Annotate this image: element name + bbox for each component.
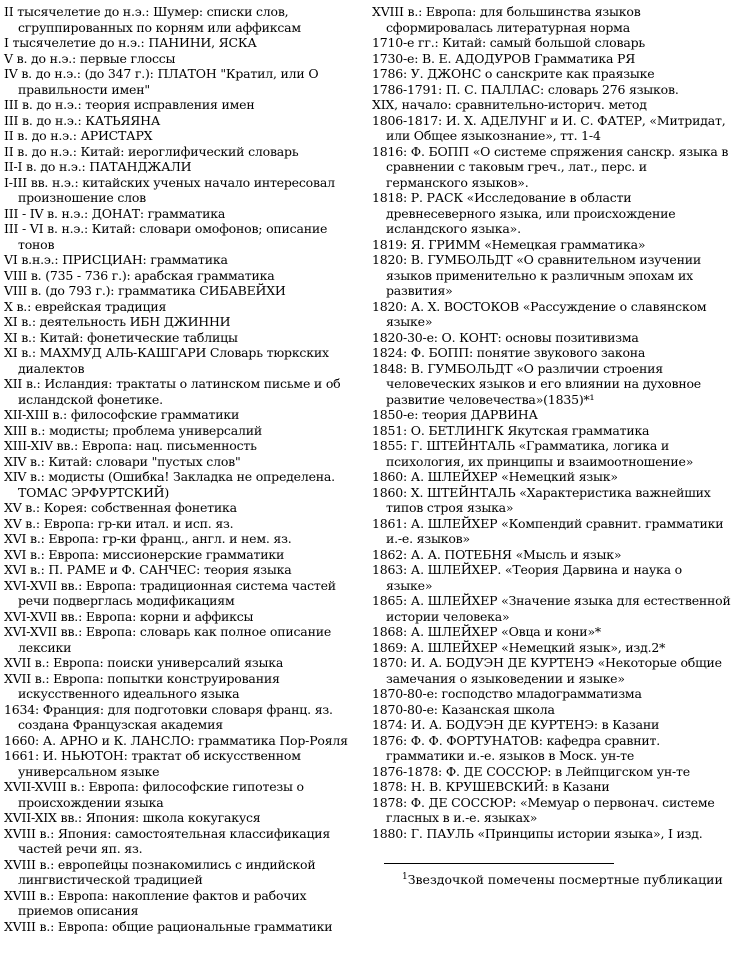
- timeline-entry: XIX, начало: сравнительно-историч. метод: [372, 97, 647, 112]
- timeline-entry: XIII в.: модисты; проблема универсалий: [4, 422, 262, 438]
- timeline-entry: II-I в. до н.э.: ПАТАНДЖАЛИ: [4, 159, 192, 174]
- timeline-entry: VIII в. (до 793 г.): грамматика СИБАВЕЙХИ: [4, 283, 286, 298]
- timeline-entry: XII-XIII в.: философские грамматики: [4, 407, 240, 422]
- timeline-entry: 1850-е: теория ДАРВИНА: [372, 407, 538, 422]
- timeline-entry: 1876-1878: Ф. ДЕ СОССЮР: в Лейпцигском ун-те: [372, 763, 690, 779]
- timeline-entry: XVI в.: Европа: миссионерские грамматики: [4, 546, 285, 562]
- timeline-entry: XVIII в.: Европа: для большинства языков сформировалась литературная норма: [372, 4, 645, 35]
- timeline-entry: 1863: А. ШЛЕЙХЕР. «Теория Дарвина и наука о языке»: [372, 562, 686, 593]
- timeline-entry: 1870-80-е: господство младограмматизма: [372, 686, 642, 701]
- timeline-entry: XVII в.: Европа: попытки конструирования искусственного идеального языка: [4, 670, 284, 701]
- timeline-entry: 1634: Франция: для подготовки словаря франц. яз. создана Французская академия: [4, 701, 337, 732]
- timeline-entry: I-III вв. н.э.: китайских ученых начало интересовал произношение слов: [4, 174, 339, 205]
- timeline-entry: XI в.: Китай: фонетические таблицы: [4, 329, 238, 345]
- right-column-entries: [372, 4, 735, 841]
- timeline-entry: 1868: А. ШЛЕЙХЕР «Овца и кони»*: [372, 624, 601, 639]
- timeline-entry: VIII в. (735 - 736 г.): арабская грамматика: [4, 267, 275, 283]
- timeline-entry: XVI в.: Европа: гр-ки франц., англ. и нем. яз.: [4, 531, 292, 546]
- timeline-entry: 1870: И. А. БОДУЭН ДЕ КУРТЕНЭ «Некоторые общие замечания о языковедении и языке»: [372, 655, 726, 686]
- footnote-marker: 1: [402, 872, 408, 882]
- timeline-entry: XVIII в.: Европа: накопление фактов и рабочих приемов описания: [4, 887, 311, 918]
- timeline-entry: 1786-1791: П. С. ПАЛЛАС: словарь 276 языков.: [372, 81, 679, 97]
- timeline-entry: XI в.: деятельность ИБН ДЖИННИ: [4, 314, 231, 329]
- timeline-entry: XVII в.: Европа: поиски универсалий языка: [4, 655, 284, 670]
- footnote-divider: [384, 863, 614, 864]
- timeline-entry: XVI-XVII вв.: Европа: словарь как полное описание лексики: [4, 624, 335, 655]
- timeline-entry: XII в.: Исландия: трактаты о латинском письме и об исландской фонетике.: [4, 376, 345, 407]
- timeline-entry: 1851: О. БЕТЛИНГК Якутская грамматика: [372, 422, 650, 438]
- timeline-entry: XI в.: МАХМУД АЛЬ-КАШГАРИ Словарь тюркских диалектов: [4, 345, 333, 376]
- timeline-entry: XVI-XVII вв.: Европа: традиционная система частей речи подверглась модификациям: [4, 577, 340, 608]
- timeline-entry: XVII-XIX вв.: Япония: школа кокугакуся: [4, 810, 261, 825]
- timeline-entry: XIV в.: модисты (Ошибка! Закладка не определена. ТОМАС ЭРФУРТСКИЙ): [4, 469, 339, 500]
- timeline-entry: 1710-е гг.: Китай: самый большой словарь: [372, 35, 645, 50]
- timeline-entry: I тысячелетие до н.э.: ПАНИНИ, ЯСКА: [4, 35, 257, 50]
- timeline-entry: II в. до н.э.: АРИСТАРХ: [4, 128, 153, 143]
- footnote-text: Звездочкой помечены посмертные публикации: [407, 872, 723, 888]
- timeline-entry: 1819: Я. ГРИММ «Немецкая грамматика»: [372, 236, 646, 252]
- timeline-entry: X в.: еврейская традиция: [4, 298, 167, 314]
- timeline-entry: 1869: А. ШЛЕЙХЕР «Немецкий язык», изд.2*: [372, 639, 666, 655]
- timeline-entry: 1730-е: В. Е. АДОДУРОВ Грамматика РЯ: [372, 50, 636, 66]
- chronology-columns: [4, 4, 739, 934]
- right-column: [372, 4, 735, 934]
- timeline-entry: V в. до н.э.: первые глоссы: [4, 50, 176, 66]
- timeline-entry: XV в.: Корея: собственная фонетика: [4, 500, 237, 515]
- timeline-entry: 1878: Н. В. КРУШЕВСКИЙ: в Казани: [372, 779, 610, 794]
- timeline-entry: 1848: В. ГУМБОЛЬДТ «О различии строения человеческих языков и его влиянии на духовное развитие человечества»(1835)*¹: [372, 360, 705, 407]
- timeline-entry: III в. до н.э.: КАТЬЯЯНА: [4, 112, 161, 128]
- timeline-entry: 1820: В. ГУМБОЛЬДТ «О сравнительном изучении языков применительно к различным эпохам их развития»: [372, 252, 705, 298]
- timeline-entry: XVIII в.: европейцы познакомились с индийской лингвистической традицией: [4, 856, 320, 887]
- timeline-entry: II тысячелетие до н.э.: Шумер: списки слов, сгруппированных по корням или аффиксам: [4, 4, 301, 35]
- timeline-entry: 1880: Г. ПАУЛЬ «Принципы истории языка», I изд.: [372, 825, 703, 841]
- timeline-entry: XVIII в.: Европа: общие рациональные грамматики: [4, 918, 333, 934]
- timeline-entry: II в. до н.э.: Китай: иероглифический словарь: [4, 143, 299, 159]
- footnote: [372, 870, 732, 887]
- timeline-entry: 1661: И. НЬЮТОН: трактат об искусственном универсальном языке: [4, 748, 305, 779]
- timeline-entry: 1874: И. А. БОДУЭН ДЕ КУРТЕНЭ: в Казани: [372, 717, 660, 732]
- left-column: [4, 4, 364, 934]
- timeline-entry: III в. до н.э.: теория исправления имен: [4, 97, 255, 112]
- timeline-entry: 1824: Ф. БОПП: понятие звукового закона: [372, 345, 646, 360]
- timeline-entry: XIV в.: Китай: словари "пустых слов": [4, 453, 241, 469]
- timeline-entry: III - VI в. н.э.: Китай: словари омофонов; описание тонов: [4, 221, 331, 252]
- timeline-entry: 1660: А. АРНО и К. ЛАНСЛО: грамматика Пор-Рояля: [4, 732, 348, 748]
- timeline-entry: 1860: А. ШЛЕЙХЕР «Немецкий язык»: [372, 469, 618, 484]
- timeline-entry: XIII-XIV вв.: Европа: нац. письменность: [4, 438, 257, 453]
- timeline-entry: 1878: Ф. ДЕ СОССЮР: «Мемуар о первонач. системе гласных в и.-е. языках»: [372, 794, 719, 825]
- timeline-entry: 1870-80-е: Казанская школа: [372, 701, 555, 717]
- timeline-entry: XVII-XVIII в.: Европа: философские гипотезы о происхождении языка: [4, 779, 308, 810]
- timeline-entry: 1806-1817: И. Х. АДЕЛУНГ и И. С. ФАТЕР, «Митридат, или Общее языкознание», тт. 1-4: [372, 112, 730, 143]
- timeline-entry: 1876: Ф. Ф. ФОРТУНАТОВ: кафедра сравнит. грамматики и.-е. языков в Моск. ун-те: [372, 732, 664, 763]
- timeline-entry: 1786: У. ДЖОНС о санскрите как праязыке: [372, 66, 655, 81]
- timeline-entry: 1865: А. ШЛЕЙХЕР «Значение языка для естественной истории человека»: [372, 593, 735, 624]
- timeline-entry: 1820: А. Х. ВОСТОКОВ «Рассуждение о славянском языке»: [372, 298, 711, 329]
- timeline-entry: 1862: А. А. ПОТЕБНЯ «Мысль и язык»: [372, 546, 622, 562]
- timeline-entry: XV в.: Европа: гр-ки итал. и исп. яз.: [4, 515, 234, 531]
- timeline-entry: 1861: А. ШЛЕЙХЕР «Компендий сравнит. грамматики и.-е. языков»: [372, 515, 728, 546]
- timeline-entry: III - IV в. н.э.: ДОНАТ: грамматика: [4, 205, 226, 221]
- timeline-entry: 1820-30-е: О. КОНТ: основы позитивизма: [372, 329, 639, 345]
- timeline-entry: XVI в.: П. РАМЕ и Ф. САНЧЕС: теория языка: [4, 562, 292, 577]
- timeline-entry: 1818: Р. РАСК «Исследование в области древнесеверного языка, или происхождение исландского языка».: [372, 190, 680, 236]
- timeline-entry: IV в. до н.э.: (до 347 г.): ПЛАТОН "Кратил, или О правильности имен": [4, 66, 323, 97]
- timeline-entry: 1860: Х. ШТЕЙНТАЛЬ «Характеристика важнейших типов строя языка»: [372, 484, 715, 515]
- timeline-entry: 1816: Ф. БОПП «О системе спряжения санскр. языка в сравнении с таковым греч., лат., перс. и германского языков».: [372, 143, 733, 190]
- timeline-entry: XVIII в.: Япония: самостоятельная классификация частей речи яп. яз.: [4, 825, 334, 856]
- timeline-entry: 1855: Г. ШТЕЙНТАЛЬ «Грамматика, логика и психология, их принципы и взаимоотношение»: [372, 438, 694, 469]
- timeline-entry: XVI-XVII вв.: Европа: корни и аффиксы: [4, 608, 254, 624]
- timeline-entry: VI в.н.э.: ПРИСЦИАН: грамматика: [4, 252, 228, 267]
